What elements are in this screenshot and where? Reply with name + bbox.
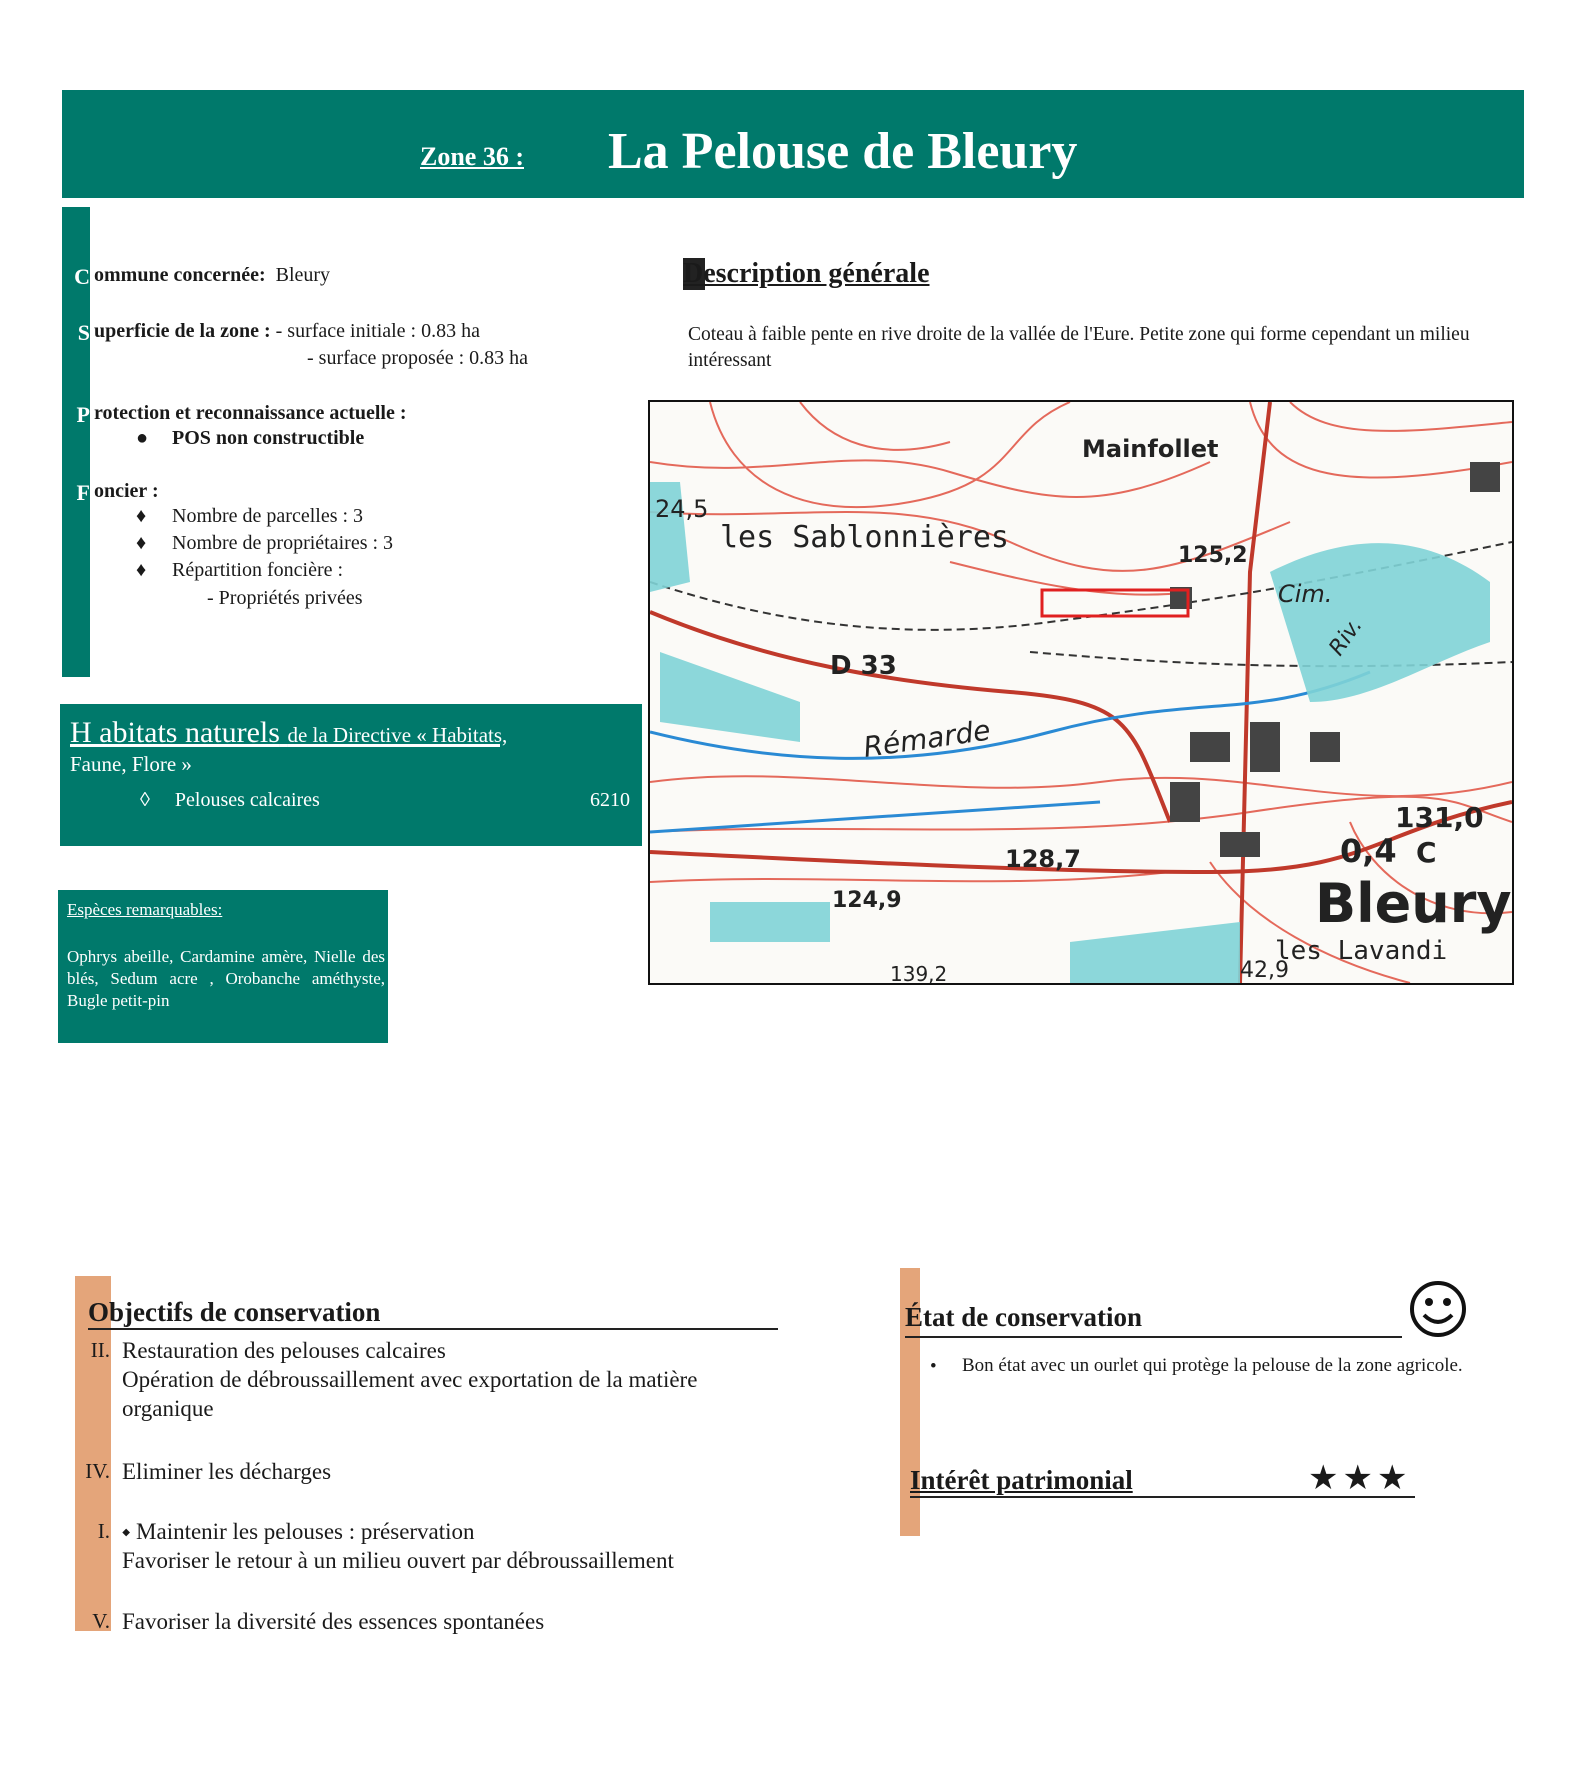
species-title: Espèces remarquables: [67, 900, 223, 919]
map-label: 125,2 [1178, 543, 1248, 568]
habitats-box [60, 704, 642, 846]
foncier-item: ♦ Nombre de parcelles : 3 [136, 505, 364, 527]
map-label: Mainfollet [1082, 435, 1219, 463]
zone-label: Zone 36 : [420, 142, 524, 171]
protection-label: rotection et reconnaissance actuelle : [94, 402, 407, 424]
map-label: Bleury [1315, 872, 1512, 935]
commune-row [62, 264, 330, 287]
foncier-label: oncier : [94, 480, 159, 502]
objective-item: IV. Eliminer les décharges [85, 1459, 332, 1484]
habitats-title: H abitats naturels de la Directive « Habitats, [70, 716, 508, 749]
map-label: D 33 [830, 651, 897, 681]
map-label: les Lavandi [1275, 936, 1448, 966]
state-bullet: • [930, 1356, 937, 1377]
objective-item: I. ⬩ Maintenir les pelouses : préservation Favoriser le retour à un milieu ouvert par débroussaillement [97, 1519, 674, 1573]
surface-initial: - surface initiale : 0.83 ha [275, 320, 480, 342]
foncier-row [62, 480, 159, 503]
species-text: Ophrys abeille, Cardamine amère, Nielle des blés, Sedum acre , Orobanche améthyste, Bugle petit-pin [67, 947, 385, 1010]
objectives-title: Objectifs de conservation [88, 1297, 381, 1327]
objective-item: V. Favoriser la diversité des essences spontanées [92, 1609, 545, 1634]
foncier-sub: - Propriétés privées [207, 587, 363, 609]
map-label: Rémarde [861, 713, 993, 764]
map-label: 139,2 [890, 962, 948, 983]
commune-label: ommune concernée: [94, 264, 266, 286]
page-title: La Pelouse de Bleury [608, 123, 1078, 180]
map-svg [650, 402, 1512, 983]
surface-label: uperficie de la zone : [94, 320, 271, 342]
foncier-cap: F [76, 480, 90, 505]
surface-proposed: - surface proposée : 0.83 ha [307, 347, 529, 369]
map-label: les Sablonnières [720, 520, 1009, 555]
surface-cap: S [77, 320, 90, 345]
map-label: Cim. [1278, 580, 1333, 608]
topographic-map [648, 400, 1514, 985]
protection-item: ● POS non constructible [136, 427, 365, 449]
habitats-subtitle: Faune, Flore » [70, 752, 192, 776]
foncier-item: ♦ Nombre de propriétaires : 3 [136, 532, 394, 554]
smiley-icon [1408, 1279, 1468, 1339]
map-label: 42,9 [1240, 958, 1289, 983]
interest-title: Intérêt patrimonial [910, 1465, 1133, 1495]
map-label: 128,7 [1005, 845, 1081, 873]
map-label: C [1416, 836, 1437, 869]
protection-cap: P [76, 402, 90, 427]
protection-row [62, 402, 407, 425]
description-text: Coteau à faible pente en rive droite de la vallée de l'Eure. Petite zone qui forme cependant un milieu intéressant [688, 324, 1470, 371]
map-label: 124,9 [832, 888, 902, 913]
habitat-item: ◊ Pelouses calcaires [140, 789, 320, 811]
commune-cap: C [74, 264, 90, 289]
map-label: 0,4 [1340, 832, 1397, 870]
state-title: État de conservation [905, 1302, 1142, 1332]
description-title: Description générale [683, 258, 930, 289]
state-rule [905, 1336, 1402, 1338]
habitats-title-suffix: de la Directive « Habitats, [287, 723, 508, 747]
star-rating: ★★★ [1308, 1460, 1412, 1497]
map-label: Riv. [1324, 613, 1368, 661]
objective-item: II. Restauration des pelouses calcaires Opération de débroussaillement avec exportation de la matière organique [90, 1338, 698, 1421]
surface-row [62, 320, 480, 343]
foncier-item: ♦ Répartition foncière : [136, 559, 344, 581]
objectives-rule [88, 1328, 778, 1330]
map-label: 131,0 [1395, 801, 1484, 834]
species-box [58, 890, 388, 1043]
map-label: 24,5 [655, 495, 709, 523]
commune-value: Bleury [275, 264, 331, 286]
state-text: Bon état avec un ourlet qui protège la pelouse de la zone agricole. [962, 1355, 1463, 1376]
habitat-code: 6210 [590, 789, 630, 811]
